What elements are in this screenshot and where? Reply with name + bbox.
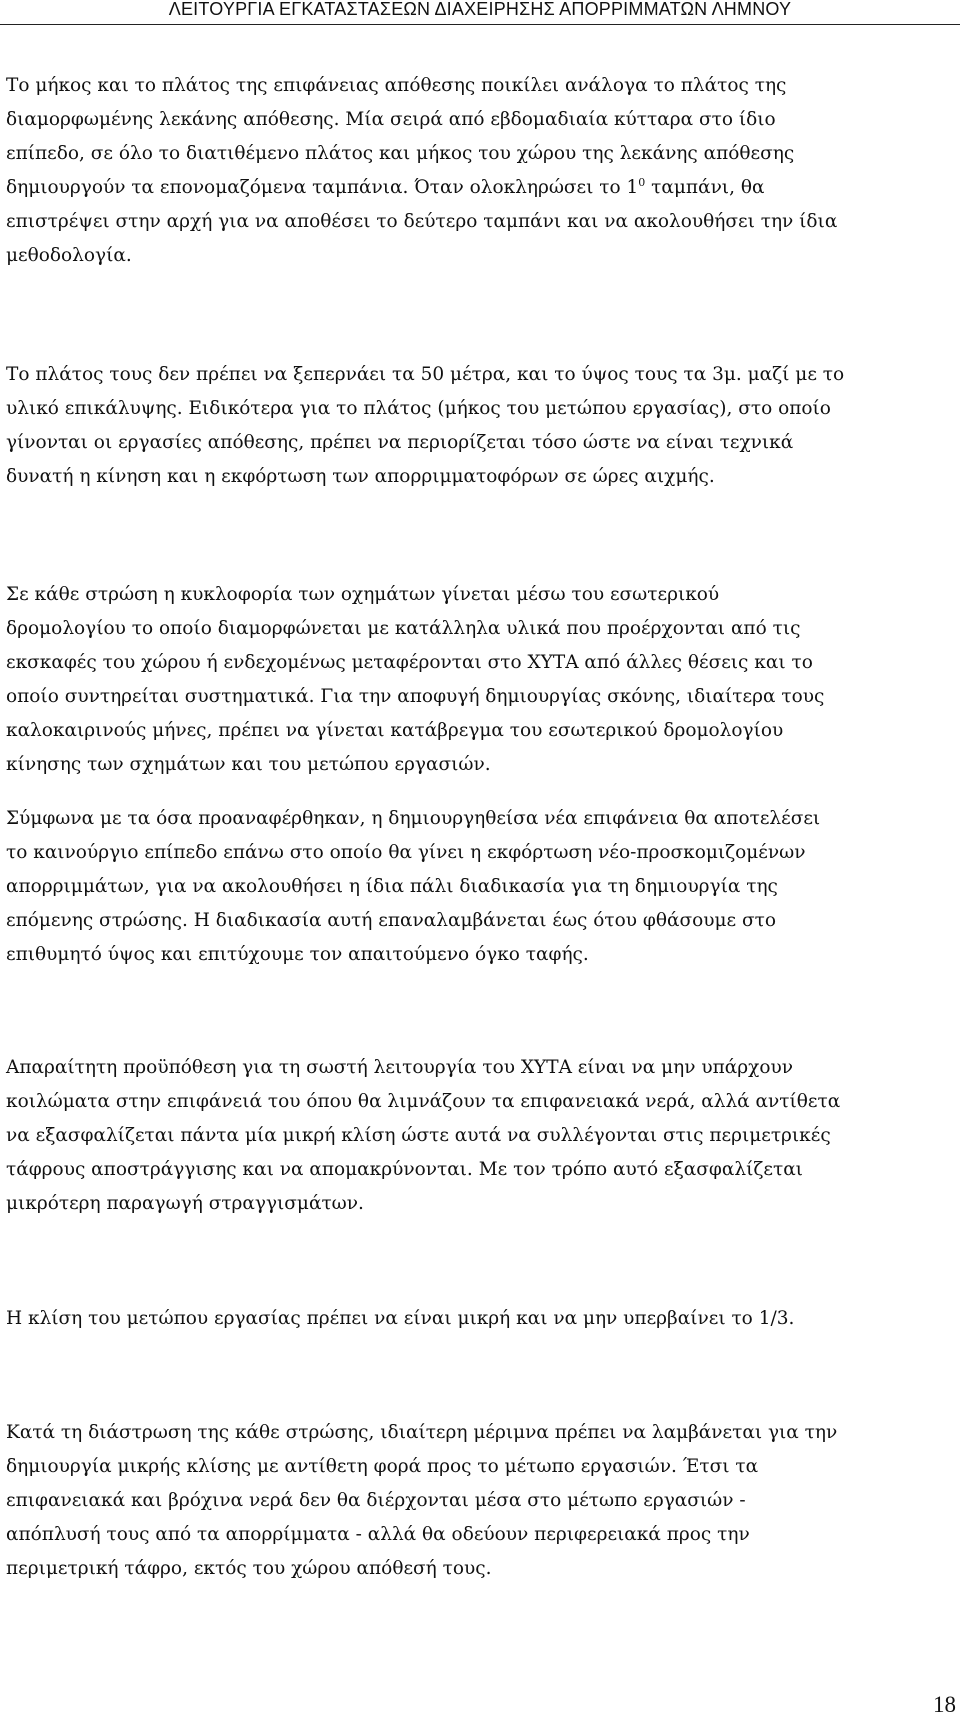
text-line: καλοκαιρινούς μήνες, πρέπει να γίνεται κατάβρεγμα του εσωτερικού δρομολογίου — [6, 720, 784, 741]
text-line: διαμορφωμένης λεκάνης απόθεσης. Μία σειρά από εβδομαδιαία κύτταρα στο ίδιο — [6, 109, 776, 130]
text-line: το καινούργιο επίπεδο επάνω στο οποίο θα γίνει η εκφόρτωση νέο-προσκομιζομένων — [6, 842, 806, 863]
text-segment: ταμπάνι, θα — [645, 177, 765, 198]
superscript: 0 — [638, 175, 646, 189]
text-segment: δημιουργούν τα επονομαζόμενα ταμπάνια. Όταν ολοκληρώσει το 1 — [6, 177, 639, 198]
text-line: κίνησης των σχημάτων και του μετώπου εργασιών. — [6, 754, 491, 775]
text-line: μικρότερη παραγωγή στραγγισμάτων. — [6, 1193, 364, 1214]
paragraph-7 — [6, 1416, 956, 1586]
text-line: Σύμφωνα με τα όσα προαναφέρθηκαν, η δημιουργηθείσα νέα επιφάνεια θα αποτελέσει — [6, 808, 821, 829]
text-line: δημιουργία μικρής κλίσης με αντίθετη φορά προς το μέτωπο εργασιών. Έτσι τα — [6, 1456, 759, 1477]
page-number: 18 — [933, 1692, 956, 1717]
text-line-with-superscript — [6, 171, 956, 205]
text-line: οποίο συντηρείται συστηματικά. Για την αποφυγή δημιουργίας σκόνης, ιδιαίτερα τους — [6, 686, 825, 707]
paragraph-4 — [6, 802, 956, 972]
paragraph-1 — [6, 69, 956, 273]
text-line: απόπλυσή τους από τα απορρίμματα - αλλά θα οδεύουν περιφερειακά προς την — [6, 1524, 750, 1545]
text-line: μεθοδολογία. — [6, 245, 132, 266]
text-line: επιφανειακά και βρόχινα νερά δεν θα διέρχονται μέσα στο μέτωπο εργασιών - — [6, 1490, 746, 1511]
text-line: Κατά τη διάστρωση της κάθε στρώσης, ιδιαίτερη μέριμνα πρέπει να λαμβάνεται για την — [6, 1422, 838, 1443]
paragraph-3 — [6, 578, 956, 782]
text-line: γίνονται οι εργασίες απόθεσης, πρέπει να περιορίζεται τόσο ώστε να είναι τεχνικά — [6, 432, 794, 453]
running-header: ΛΕΙΤΟΥΡΓΙΑ ΕΓΚΑΤΑΣΤΑΣΕΩΝ ΔΙΑΧΕΙΡΗΣΗΣ ΑΠΟΡΡΙΜΜΑΤΩΝ ΛΗΜΝΟΥ — [168, 0, 792, 19]
text-line: επόμενης στρώσης. Η διαδικασία αυτή επαναλαμβάνεται έως ότου φθάσουμε στο — [6, 910, 776, 931]
text-line: επιθυμητό ύψος και επιτύχουμε τον απαιτούμενο όγκο ταφής. — [6, 944, 589, 965]
text-line: να εξασφαλίζεται πάντα μία μικρή κλίση ώστε αυτά να συλλέγονται στις περιμετρικές — [6, 1125, 831, 1146]
text-line: υλικό επικάλυψης. Ειδικότερα για το πλάτος (μήκος του μετώπου εργασίας), στο οποίο — [6, 398, 831, 419]
text-line: Το πλάτος τους δεν πρέπει να ξεπερνάει τα 50 μέτρα, και το ύψος τους τα 3μ. μαζί με το — [6, 364, 845, 385]
text-line: Απαραίτητη προϋπόθεση για τη σωστή λειτουργία του ΧΥΤΑ είναι να μην υπάρχουν — [6, 1057, 793, 1078]
text-line: περιμετρική τάφρο, εκτός του χώρου απόθεσή τους. — [6, 1558, 492, 1579]
text-line: Η κλίση του μετώπου εργασίας πρέπει να είναι μικρή και να μην υπερβαίνει το 1/3. — [6, 1308, 795, 1329]
text-line: δυνατή η κίνηση και η εκφόρτωση των απορριμματοφόρων σε ώρες αιχμής. — [6, 466, 715, 487]
text-line: απορριμμάτων, για να ακολουθήσει η ίδια πάλι διαδικασία για τη δημιουργία της — [6, 876, 778, 897]
text-line: κοιλώματα στην επιφάνειά του όπου θα λιμνάζουν τα επιφανειακά νερά, αλλά αντίθετα — [6, 1091, 841, 1112]
text-line: επιστρέψει στην αρχή για να αποθέσει το δεύτερο ταμπάνι και να ακολουθήσει την ίδια — [6, 211, 838, 232]
text-line: επίπεδο, σε όλο το διατιθέμενο πλάτος και μήκος του χώρου της λεκάνης απόθεσης — [6, 143, 795, 164]
text-line: τάφρους αποστράγγισης και να απομακρύνονται. Με τον τρόπο αυτό εξασφαλίζεται — [6, 1159, 803, 1180]
paragraph-6 — [6, 1302, 956, 1336]
text-line: εκσκαφές του χώρου ή ενδεχομένως μεταφέρονται στο ΧΥΤΑ από άλλες θέσεις και το — [6, 652, 813, 673]
text-line: δρομολογίου το οποίο διαμορφώνεται με κατάλληλα υλικά που προέρχονται από τις — [6, 618, 801, 639]
header-divider — [0, 24, 960, 25]
text-line: Σε κάθε στρώση η κυκλοφορία των οχημάτων γίνεται μέσω του εσωτερικού — [6, 584, 720, 605]
text-line: Το μήκος και το πλάτος της επιφάνειας απόθεσης ποικίλει ανάλογα το πλάτος της — [6, 75, 787, 96]
paragraph-5 — [6, 1051, 956, 1221]
paragraph-2 — [6, 358, 956, 494]
